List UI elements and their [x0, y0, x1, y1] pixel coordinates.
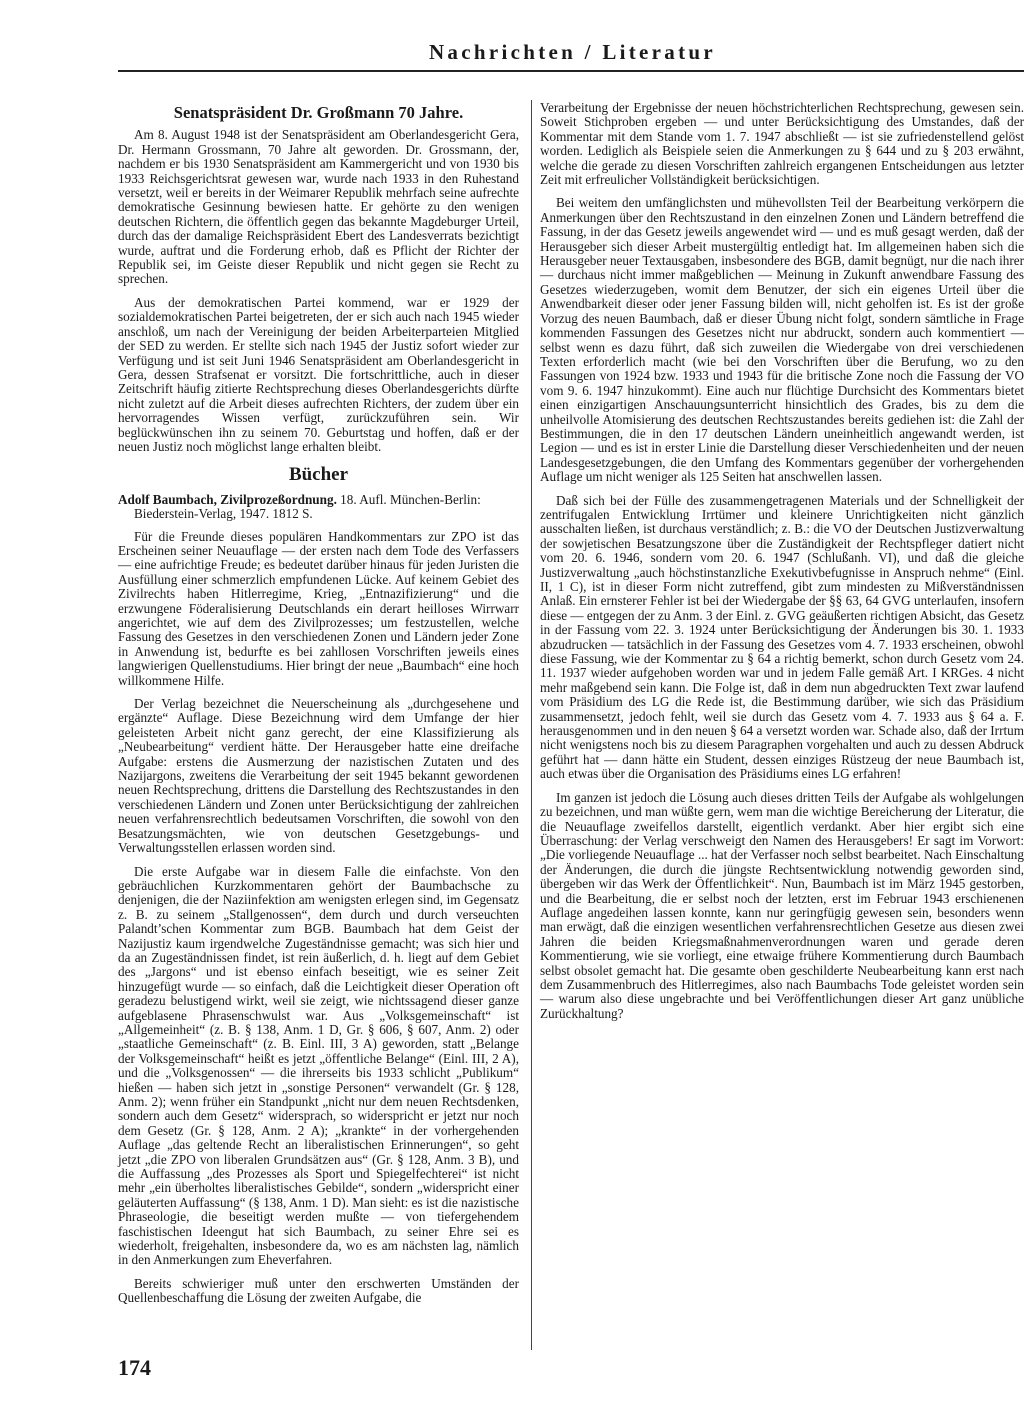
page-number: 174: [118, 1355, 151, 1380]
review-paragraph: Bereits schwieriger muß unter den erschwerten Umständen der Quellenbeschaffung die Lösung der zweiten Aufgabe, die: [118, 1275, 519, 1306]
review-paragraph: Für die Freunde dieses populären Handkommentars zur ZPO ist das Erscheinen seiner Neuauflage — der ersten nach dem Tode des Verfassers — eine aufrichtige Freude; es bedeutet darüber hinaus für jeden Juristen die Ausfüllung einer schmerzlich empfundenen Lücke. Auf keinem Gebiet des Zivilrechts haben Hitlerregime, Krieg, „Entnazifizierung“ und die erzwungene Föderalisierung Deutschlands ein derart heilloses Wirrwarr angerichtet, wie auf dem des Zivilprozesses; um festzustellen, welche Fassung des Gesetzes in den verschiedenen Zonen und Ländern jeder Zone in Anwendung ist, bedurfte es bei zahllosen Vorschriften jeweils eines langwierigen Quellenstudiums. Hier bringt der neue „Baumbach“ eine hoch willkommene Hilfe.: [118, 528, 519, 688]
book-reference-details: 18. Aufl. München-Berlin: Biederstein-Verlag, 1947. 1812 S.: [134, 491, 481, 522]
review-paragraph: Die erste Aufgabe war in diesem Falle die einfachste. Von den gebräuchlichen Kurzkommentaren gehört der Baumbachsche zu denjenigen, die der Naziinfektion am wenigsten erlegen sind, im Gegensatz z. B. zu seinem „Stallgenossen“, dem durch und durch verseuchten Palandt’schen Kommentar zum BGB. Baumbach hat dem Geist der Nazijustiz kaum irgendwelche Zugeständnisse gemacht; was sich hier und da an Zugeständnissen findet, ist rein äußerlich, d. h. liegt auf dem Gebiet des „Jargons“ und ist ebenso einfach beseitigt, wie es seiner Zeit hinzugefügt wurde — so einfach, daß die Leichtigkeit dieser Operation oft geradezu belustigend wirkt, weil sie zeigt, wie nichtssagend dieser ganze aufgeblasene Phrasenschwulst war. Aus „Volksgemeinschaft“ ist „Allgemeinheit“ (z. B. § 138, Anm. 1 D, Gr. § 606, § 607, Anm. 2) oder „staatliche Gemeinschaft“ (z. B. Einl. III, 3 A) geworden, statt „Belange der Volksgemeinschaft“ heißt es jetzt „öffentliche Belange“ (Einl. III, 2 A), und die „Volksgenossen“ — die ihrerseits bis 1933 schlicht „Publikum“ hießen — haben sich jetzt in „sonstige Personen“ verwandelt (Gr. § 128, Anm. 2); wenn früher ein Standpunkt „nicht nur dem neuen Rechtsdenken, sondern auch dem Gesetz“ widersprach, so widerspricht er jetzt nur noch dem Gesetz (Gr. § 128, Anm. 2 A); „krankte“ in der vorhergehenden Auflage „das geltende Recht an liberalistischen Erinnerungen“, so geht jetzt „die ZPO von liberalen Grundsätzen aus“ (Gr. § 128, Anm. 3 B), und die Auffassung „des Prozesses als Sport und Spiegelfechterei“ ist nicht mehr „ein überholtes liberalistisches Gebilde“, sondern „widerspricht einer geläuterten Auffassung“ (§ 138, Anm. 1 D). Man sieht: es ist die nazistische Phraseologie, die beseitigt werden mußte — von tiefergehendem faschistischen Ideengut hat sich Baumbach, zu seiner Ehre sei es wiederholt, freigehalten, insbesondere da, wo es am nächsten lag, nämlich in den Anmerkungen zum Eheverfahren.: [118, 863, 519, 1268]
article-title: Senatspräsident Dr. Großmann 70 Jahre.: [173, 103, 464, 122]
column-divider: [531, 100, 532, 1350]
review-paragraph: Bei weitem den umfänglichsten und mühevollsten Teil der Bearbeitung verkörpern die Anmerkungen über den Rechtszustand in den einzelnen Zonen und Ländern betreffend die Fassung, in der das Gesetz jeweils angewendet wird — und es muß gesagt werden, daß der Herausgeber sich dieser Arbeit mustergültig entledigt hat. Im allgemeinen haben sich die Herausgeber neuer Textausgaben, insbesondere des BGB, damit begnügt, nur die nach ihrer — durchaus nicht immer maßgeblichen — Meinung in Zukunft anwendbare Fassung des Gesetzes wiederzugeben, womit dem Benutzer, der sich ein eigenes Urteil über die Anwendbarkeit dieser oder jener Fassung bilden will, nicht geholfen ist. Es ist der große Vorzug des neuen Baumbach, daß er dieser Übung nicht folgt, sondern sämtliche in Frage kommenden Fassungen des Gesetzes nicht nur abdruckt, sondern auch kommentiert — selbst wenn es dazu führt, daß sich zuweilen die Wiedergabe von drei verschiedenen Texten erforderlich macht (wie bei den Vorschriften über die Berufung, wo zu den Fassungen von 1924 bzw. 1933 und 1943 für die britische Zone noch die Fassung der VO vom 9. 6. 1947 hinzukommt). Eine auch nur flüchtige Durchsicht des Kommentars bietet einen einzigartigen Anschauungsunterricht hinsichtlich des Grades, bis zu dem die unheilvolle Atomisierung des deutschen Rechtszustandes bereits gediehen ist: die Zahl der Bestimmungen, die in den 17 deutschen Ländern uneinheitlich angewandt werden, ist Legion — und es ist in erster Linie die Darstellung dieser Verschiedenheiten und der neuen Landesgesetzgebungen, die den Umfang des Kommentars gegenüber der vorhergehenden Auflage um nicht weniger als 125 Seiten hat anschwellen lassen.: [540, 195, 1024, 485]
header-rule: [118, 70, 1024, 72]
book-reference-author-title: Adolf Baumbach, Zivilprozeßordnung.: [118, 491, 337, 507]
article-paragraph: Aus der demokratischen Partei kommend, war er 1929 der sozialdemokratischen Partei beigetreten, der er sich auch nach 1945 wieder anschloß, um nach der Vereinigung der beiden Arbeiterparteien Mitglied der SED zu werden. Er stellte sich nach 1945 der Justiz sofort wieder zur Verfügung und ist seit Juni 1946 Senatspräsident am Oberlandesgericht in Gera, dessen Strafsenat er vorsitzt. Die fortschrittliche, auch in dieser Zeitschrift häufig zitierte Rechtsprechung dieses Oberlandesgerichts dürfte nicht zuletzt auf die Arbeit dieses aufrechten Richters, der zudem über ein hervorragendes Wissen verfügt, zurückzuführen sein. Wir beglückwünschen ihn zu seinem 70. Geburtstag und hoffen, daß er der neuen Justiz noch möglichst lange erhalten bleibt.: [118, 294, 519, 454]
section-title: Bücher: [288, 464, 349, 486]
review-paragraph: Im ganzen ist jedoch die Lösung auch dieses dritten Teils der Aufgabe als wohlgelungen zu bezeichnen, und man wüßte gern, wem man die wichtige Bereicherung der Literatur, die die Neuauflage zweifellos darstellt, eigentlich verdankt. Aber hier ergibt sich eine Überraschung: der Verlag verschweigt den Namen des Herausgebers! Er sagt im Vorwort: „Die vorliegende Neuauflage ... hat der Verfasser noch selbst bearbeitet. Nach Einschaltung der Änderungen, die durch die jüngste Rechtsentwicklung notwendig geworden sind, übergeben wir das Werk der Öffentlichkeit“. Nun, Baumbach ist im März 1945 gestorben, und die Bearbeitung, die er selbst noch der letzten, erst im Februar 1943 erschienenen Auflage angedeihen lassen konnte, kann nur geringfügig gewesen sein, besonders wenn man erwägt, daß die einzigen wesentlichen verfahrensrechtlichen Gesetze aus diesen zwei Jahren die beiden Kriegsmaßnahmenverordnungen waren und gerade deren Kommentierung, wie sie vorliegt, eine etwaige frühere Kommentierung durch Baumbach selbst obsolet gemacht hat. Die gesamte oben geschilderte Neubearbeitung kann erst nach dem Zusammenbruch des Hitlerregimes, also nach Baumbachs Tode geleistet worden sein — warum also diese ungebrachte und bei Veröffentlichungen dieser Art ganz unübliche Zurückhaltung?: [540, 789, 1024, 1021]
article-paragraph: Am 8. August 1948 ist der Senatspräsident am Oberlandesgericht Gera, Dr. Hermann Grossmann, 70 Jahre alt geworden. Dr. Grossmann, der, nachdem er bis 1930 Senatspräsident am Kammergericht und von 1930 bis 1933 Reichsgerichtsrat gewesen war, wurde nach 1933 in den Ruhestand versetzt, weil er bereits in der Weimarer Republik mehrfach seine aufrechte demokratische Gesinnung bewiesen hatte. Er gehörte zu den wenigen deutschen Richtern, die öffentlich gegen das bekannte Magdeburger Urteil, durch das der damalige Reichspräsident Ebert des Landesverrats bezichtigt wurde, auftrat und die Forderung erhob, daß es Pflicht der Richter der Republik sei, im Geiste dieser Republik und nicht gegen sie Recht zu sprechen.: [118, 127, 519, 287]
book-reference: [118, 493, 519, 522]
left-column: [118, 103, 519, 1315]
review-paragraph: Daß sich bei der Fülle des zusammengetragenen Materials und der Schnelligkeit der zentrifugalen Entwicklung Irrtümer und kleinere Unrichtigkeiten nicht gänzlich ausschalten ließen, ist durchaus verständlich; z. B.: die VO der Deutschen Justizverwaltung der sowjetischen Besatzungszone über die Zuständigkeit der Rechtspfleger datiert nicht vom 20. 6. 1946, sondern vom 20. 6. 1947 (Schlußanh. VI), und daß die gleiche Justizverwaltung „auch höchstinstanzliche Exekutivbefugnisse in Anspruch nehme“ (Einl. II, 1 C), ist in dieser Form nicht zutreffend, gibt zum mindesten zu Mißverständnissen Anlaß. Ein ernsterer Fehler ist bei der Wiedergabe der §§ 63, 64 GVG unterlaufen, insofern diese — entgegen der zu Anm. 3 der Einl. z. GVG geäußerten richtigen Absicht, das Gesetz in der Fassung vom 22. 3. 1924 unter Berücksichtigung der Änderungen bis 30. 1. 1933 abzudrucken — tatsächlich in der Fassung des Gesetzes vom 4. 7. 1933 erscheinen, obwohl diese Fassung, wie der Kommentar zu § 64 a richtig bemerkt, schon durch Gesetz vom 24. 11. 1937 wieder aufgehoben worden war und in jedem Falle gemäß Art. I KRGes. 4 nicht mehr maßgebend sein kann. Die Folge ist, daß in dem nun abgedruckten Text zwar laufend vom Präsidium des LG die Rede ist, die Bestimmung darüber, wie sich das Präsidium zusammensetzt, jedoch fehlt, weil sie durch das Gesetz vom 4. 7. 1933 aus § 64 a. F. herausgenommen und in den neuen § 64 a versetzt worden war. Schade also, daß der Irrtum nicht wenigstens noch bis zu diesem Paragraphen vorgehalten und auch zu dessen Abdruck geführt hat — dann hätte ein Student, dessen einziges Rüstzeug der neue Baumbach ist, auch etwas über die Organisation des Präsidiums eines LG erfahren!: [540, 492, 1024, 782]
right-column: [540, 101, 1024, 1030]
review-paragraph: Verarbeitung der Ergebnisse der neuen höchstrichterlichen Rechtsprechung, gewesen sein. Soweit Stichproben ergeben — und unter Berücksichtigung des Umstandes, daß der Kommentar mit dem Stande vom 1. 7. 1947 abschließt — ist sie zufriedenstellend gelöst worden. Lediglich als Beispiele seien die Anmerkungen zu § 644 und zu § 203 erwähnt, welche die gerade zu diesen Vorschriften zahlreich ergangenen Entscheidungen aus letzter Zeit mit erfreulicher Vollständigkeit berücksichtigen.: [540, 100, 1024, 188]
review-paragraph: Der Verlag bezeichnet die Neuerscheinung als „durchgesehene und ergänzte“ Auflage. Diese Bezeichnung wird dem Umfange der hier geleisteten Arbeit nicht ganz gerecht, der eine Klassifizierung als „Neubearbeitung“ verdient hätte. Der Herausgeber hatte eine dreifache Aufgabe: erstens die Ausmerzung der nazistischen Zutaten und des Nazijargons, zweitens die Verarbeitung der seit 1945 bekannt gewordenen neuen Rechtsprechung, drittens die Darstellung des Rechtszustandes in den verschiedenen Ländern und Zonen unter Berücksichtigung der zahlreichen neuen verfahrensrechtlich bedeutsamen Vorschriften, die sowohl von den Besatzungsmächten, wie von deutschen Gesetzgebungs- und Verwaltungsstellen erlassen worden sind.: [118, 696, 519, 856]
page-header: Nachrichten / Literatur: [428, 40, 716, 64]
